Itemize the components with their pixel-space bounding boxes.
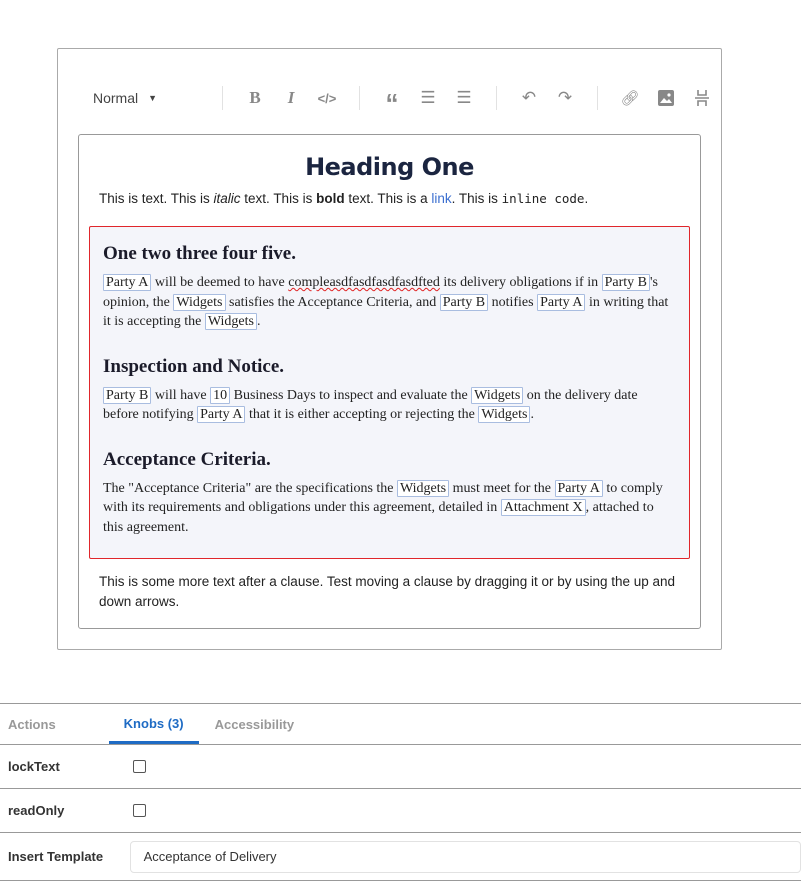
- knob-row-insert-template: [0, 833, 801, 881]
- variable-chip[interactable]: Widgets: [478, 406, 530, 423]
- variable-chip[interactable]: Widgets: [397, 480, 449, 497]
- clause-text: to comply with its requirements and obligations under this agreement, detailed in: [103, 480, 663, 515]
- italic-button[interactable]: I: [287, 88, 295, 107]
- link-button[interactable]: 🔗︎: [620, 90, 640, 107]
- after-paragraph: This is some more text after a clause. Test moving a clause by dragging it or by using the up and down arrows.: [99, 574, 676, 609]
- variable-chip[interactable]: Party B: [103, 387, 151, 404]
- variable-chip[interactable]: Widgets: [205, 313, 257, 330]
- undo-button[interactable]: ↶: [521, 88, 537, 107]
- clause-text: .: [256, 314, 261, 329]
- knob-label: lockText: [8, 759, 60, 774]
- clause-text: The "Acceptance Criteria" are the specifications the: [103, 480, 398, 496]
- page-break-icon: [694, 89, 710, 107]
- clause-paragraph: [103, 479, 676, 538]
- clause-text: will be deemed to have: [151, 275, 289, 290]
- format-dropdown[interactable]: [93, 90, 208, 106]
- divider: [496, 86, 497, 110]
- locktext-checkbox[interactable]: [133, 760, 146, 773]
- inline-code: inline code: [501, 191, 585, 206]
- knob-label: Insert Template: [8, 849, 104, 864]
- clause-block[interactable]: [89, 226, 690, 559]
- variable-chip[interactable]: Party A: [555, 480, 603, 497]
- clause-heading: Inspection and Notice.: [103, 355, 285, 377]
- link[interactable]: link: [431, 191, 452, 206]
- divider: [597, 86, 598, 110]
- clause-text: notifies: [488, 294, 538, 310]
- variable-chip[interactable]: Party A: [103, 274, 151, 291]
- blockquote-button[interactable]: “: [385, 87, 399, 118]
- unordered-list-button[interactable]: ☰: [456, 88, 472, 107]
- tab-actions[interactable]: Actions: [8, 717, 56, 732]
- format-label: Normal: [93, 90, 139, 106]
- divider: [222, 86, 223, 110]
- clause-text: Business Days to inspect and evaluate the: [230, 387, 472, 403]
- variable-chip[interactable]: Widgets: [173, 294, 225, 311]
- clause-text: , attached to this agreement.: [103, 500, 654, 535]
- variable-chip[interactable]: 10: [210, 387, 230, 404]
- variable-chip[interactable]: Party B: [602, 274, 650, 291]
- clause-text: 's opinion, the: [103, 275, 658, 310]
- variable-chip[interactable]: Party B: [440, 294, 488, 311]
- insert-template-input[interactable]: Acceptance of Delivery: [130, 841, 801, 873]
- variable-chip[interactable]: Party A: [197, 406, 245, 423]
- tab-accessibility[interactable]: Accessibility: [214, 717, 295, 732]
- knob-row-locktext: [0, 745, 801, 789]
- variable-chip[interactable]: Party A: [537, 294, 585, 311]
- caret-down-icon: ▼: [148, 93, 158, 103]
- variable-chip[interactable]: Attachment X: [501, 499, 586, 516]
- clause-heading: One two three four five.: [103, 243, 296, 264]
- clause-heading: Acceptance Criteria.: [103, 448, 271, 470]
- ordered-list-button[interactable]: ☰: [420, 88, 436, 107]
- variable-chip[interactable]: Widgets: [471, 387, 523, 404]
- image-icon: [658, 90, 674, 106]
- knob-label: readOnly: [8, 803, 65, 818]
- image-button[interactable]: [654, 87, 678, 109]
- intro-paragraph: This is text. This is italic text. This is bold text. This is a link. This is inline code.: [99, 191, 589, 206]
- page-break-button[interactable]: [690, 87, 714, 109]
- panel-tabs: [0, 704, 801, 745]
- clause-text: will have: [151, 387, 211, 403]
- clause-text: on the delivery date before notifying: [103, 387, 638, 422]
- clause-text: that it is either accepting or rejecting the: [245, 407, 479, 422]
- clause-text: satisfies the Acceptance Criteria, and: [225, 294, 440, 310]
- clause-text: must meet for the: [449, 480, 555, 496]
- tab-knobs[interactable]: Knobs (3): [109, 704, 199, 744]
- code-button[interactable]: </>: [317, 90, 337, 106]
- redo-button[interactable]: ↷: [557, 88, 573, 107]
- addons-panel: [0, 703, 801, 881]
- divider: [359, 86, 360, 110]
- bold-button[interactable]: B: [249, 88, 261, 107]
- clause-paragraph: [103, 386, 676, 425]
- knob-row-readonly: [0, 789, 801, 833]
- heading-one: Heading One: [305, 153, 474, 181]
- misspelled-word: compleasdfasdfasdfasdfted: [288, 275, 440, 290]
- clause-text: .: [530, 407, 534, 422]
- clause-text: in writing that it is accepting the: [103, 294, 669, 329]
- clause-text: its delivery obligations if in: [439, 275, 602, 290]
- readonly-checkbox[interactable]: [133, 804, 146, 817]
- toolbar: [93, 86, 720, 118]
- clause-paragraph: [103, 273, 676, 332]
- editor-content[interactable]: [78, 134, 701, 629]
